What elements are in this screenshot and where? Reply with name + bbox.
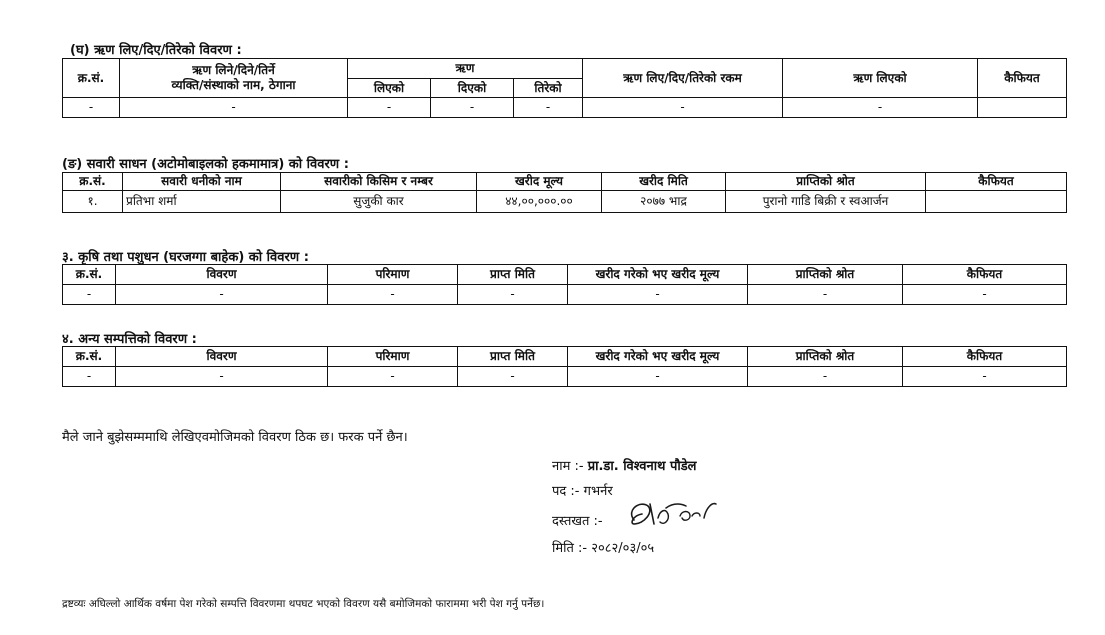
signatory-date [552,538,654,556]
loan-header-taken: लिएको [348,79,431,98]
agri-cell: - [458,285,568,305]
vehicle-header: खरीद मिति [602,173,726,191]
agri-cell: - [568,285,748,305]
agri-header: प्राप्तिको श्रोत [748,265,903,285]
other-table [62,346,1067,387]
agri-header: क्र.सं. [63,265,116,285]
other-cell: - [328,367,458,387]
other-cell: - [903,367,1067,387]
vehicle-table [62,172,1067,213]
other-cell: - [568,367,748,387]
loan-cell: - [63,98,120,118]
name-label: नाम :- [552,459,584,474]
vehicle-header: कैफियत [926,173,1067,191]
footnote-text: द्रष्टव्यः अघिल्लो आर्थिक वर्षमा पेश गरेको सम्पत्ति विवरणमा थपघट भएको विवरण यसै बमोजिमको फाराममा भरी पेश गर्नु पर्नेछ। [62,598,545,610]
vehicle-header: खरीद मूल्य [477,173,602,191]
vehicle-header: क्र.सं. [63,173,123,191]
other-row [63,367,1067,387]
loan-cell: - [348,98,431,118]
loan-cell: - [783,98,978,118]
agri-header: खरीद गरेको भए खरीद मूल्य [568,265,748,285]
date-label: मिति :- [552,541,588,556]
vehicle-header: सवारीको किसिम र नम्बर [281,173,477,191]
agri-section-title: ३. कृषि तथा पशुधन (घरजग्गा बाहेक) को विवरण : [62,250,309,265]
loan-cell: - [431,98,514,118]
other-header: परिमाण [328,347,458,367]
other-cell: - [458,367,568,387]
agri-cell: - [328,285,458,305]
vehicle-header: सवारी धनीको नाम [123,173,281,191]
agri-header: परिमाण [328,265,458,285]
loan-header-party-line2: व्यक्ति/संस्थाको नाम, ठेगाना [171,78,296,92]
other-header: क्र.सं. [63,347,116,367]
loan-table [62,58,1067,118]
other-section-title: ४. अन्य सम्पत्तिको विवरण : [62,332,197,347]
vehicle-section-title: (ङ) सवारी साधन (अटोमोबाइलको हकमामात्र) को विवरण : [62,157,349,172]
other-header: प्राप्तिको श्रोत [748,347,903,367]
sign-label: दस्तखत :- [552,514,603,529]
other-cell: - [63,367,116,387]
agri-cell: - [63,285,116,305]
loan-header-given: दिएको [431,79,514,98]
agri-header: कैफियत [903,265,1067,285]
vehicle-header: प्राप्तिको श्रोत [726,173,926,191]
vehicle-cell-owner: प्रतिभा शर्मा [123,191,281,213]
loan-section-title: (घ) ऋण लिए/दिए/तिरेको विवरण : [70,43,242,58]
agri-cell: - [748,285,903,305]
agri-header: प्राप्त मिति [458,265,568,285]
other-header: विवरण [116,347,328,367]
vehicle-cell-source: पुरानो गाडि बिक्री र स्वआर्जन [726,191,926,213]
other-header: प्राप्त मिति [458,347,568,367]
agri-table [62,264,1067,305]
loan-header-party [120,59,348,98]
vehicle-cell-date: २०७७ भाद्र [602,191,726,213]
vehicle-cell-sn: १. [63,191,123,213]
other-cell: - [116,367,328,387]
name-value: प्रा.डा. विश्वनाथ पौडेल [587,459,697,474]
vehicle-cell-type: सुजुकी कार [281,191,477,213]
loan-header-amount: ऋण लिए/दिए/तिरेको रकम [583,59,783,98]
loan-header-paid: तिरेको [514,79,583,98]
loan-header-party-line1: ऋण लिने/दिने/तिर्ने [192,63,275,77]
agri-row [63,285,1067,305]
loan-cell [978,98,1067,118]
vehicle-cell-remarks [926,191,1067,213]
agri-cell: - [903,285,1067,305]
loan-header-group: ऋण [348,59,583,79]
agri-cell: - [116,285,328,305]
signatory-sign [552,511,603,529]
handwritten-signature [620,494,740,536]
loan-cell: - [583,98,783,118]
post-label: पद :- [552,484,580,499]
other-cell: - [748,367,903,387]
vehicle-cell-price: ४४,००,०००.०० [477,191,602,213]
signatory-post [552,481,613,499]
loan-cell: - [514,98,583,118]
loan-header-sn: क्र.सं. [63,59,120,98]
declaration-text: मैले जाने बुझेसम्ममाथि लेखिएवमोजिमको विवरण ठिक छ। फरक पर्ने छैन। [62,430,408,445]
loan-row [63,98,1067,118]
vehicle-row [63,191,1067,213]
agri-header: विवरण [116,265,328,285]
loan-header-loan-taken: ऋण लिएको [783,59,978,98]
loan-header-remarks: कैफियत [978,59,1067,98]
signatory-name [552,456,696,474]
other-header: कैफियत [903,347,1067,367]
other-header: खरीद गरेको भए खरीद मूल्य [568,347,748,367]
loan-cell: - [120,98,348,118]
post-value: गभर्नर [583,484,613,499]
date-value: २०८२/०३/०५ [591,541,655,556]
